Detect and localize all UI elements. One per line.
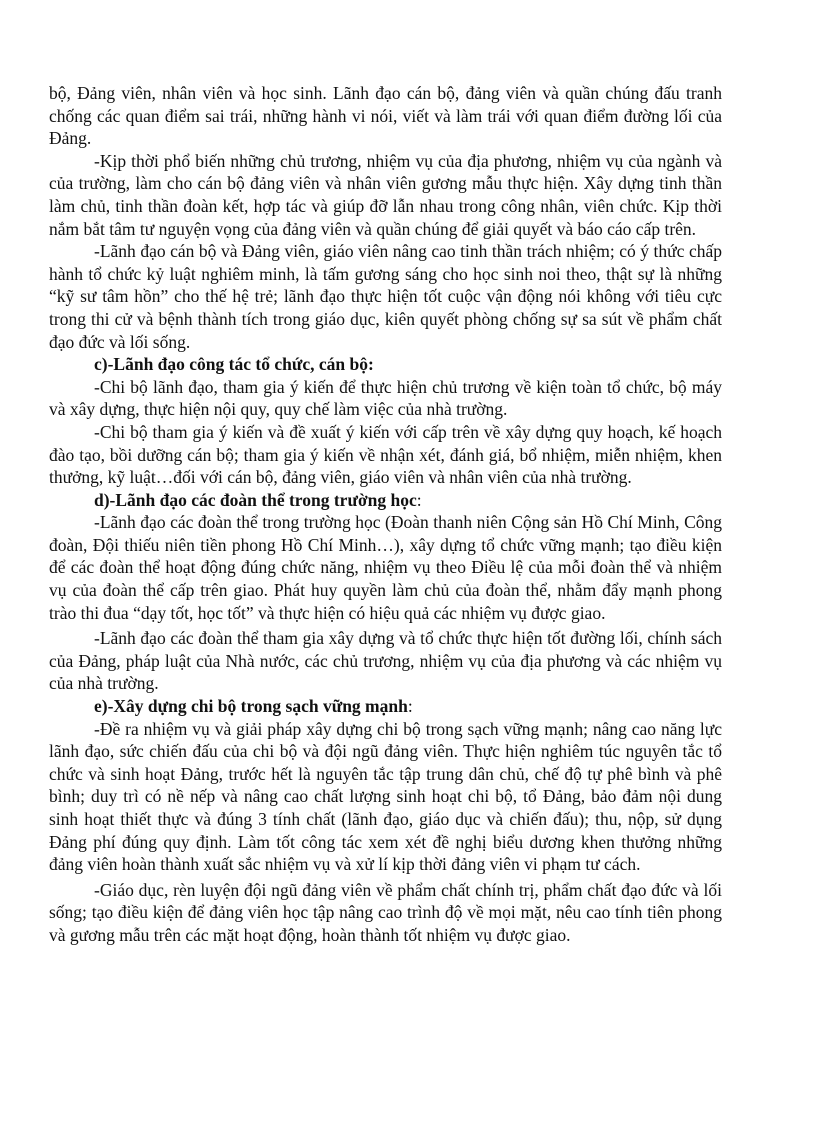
paragraph-member-training: -Giáo dục, rèn luyện đội ngũ đảng viên về phẩm chất chính trị, phẩm chất đạo đức và lối sống; tạo điều kiện để đảng viên học tập nâng cao trình độ về mọi mặt, nêu cao tính tiên phong và gương mẫu trên các mặt hoạt động, hoàn thành tốt nhiệm vụ được giao. [49,879,722,945]
section-heading-d [49,489,722,512]
section-heading-e [49,695,722,718]
paragraph-unions-policy: -Lãnh đạo các đoàn thể tham gia xây dựng và tổ chức thực hiện tốt đường lối, chính sách của Đảng, pháp luật của Nhà nước, các chủ trương, nhiệm vụ của địa phương và các nhiệm vụ của nhà trường. [49,628,722,694]
paragraph-party-cell: -Đề ra nhiệm vụ và giải pháp xây dựng chi bộ trong sạch vững mạnh; nâng cao năng lực lãnh đạo, sức chiến đấu của chi bộ và đội ngũ đảng viên. Thực hiện nghiêm túc nguyên tắc tổ chức và sinh hoạt Đảng, trước hết là nguyên tắc tập trung dân chủ, chế độ tự phê bình và phê bình; duy trì có nề nếp và nâng cao chất lượng sinh hoạt chi bộ, tổ Đảng, bảo đảm nội dung sinh hoạt thiết thực và đúng 3 tính chất (lãnh đạo, giáo dục và chiến đấu); thu, nộp, sử dụng Đảng phí đúng quy định. Làm tốt công tác xem xét đề nghị biểu dương khen thưởng những đảng viên hoàn thành xuất sắc nhiệm vụ và xử lí kịp thời đảng viên vi phạm tư cách. [49,718,722,875]
section-heading-d-text: d)-Lãnh đạo các đoàn thể trong trường học [94,489,417,510]
paragraph-personnel: -Chi bộ tham gia ý kiến và đề xuất ý kiến với cấp trên về xây dựng quy hoạch, kế hoạch đào tạo, bồi dưỡng cán bộ; tham gia ý kiến về nhận xét, đánh giá, bổ nhiệm, miễn nhiệm, khen thưởng, kỹ luật…đối với cán bộ, đảng viên, giáo viên và nhân viên của nhà trường. [49,421,722,488]
section-heading-c-text: c)-Lãnh đạo công tác tổ chức, cán bộ: [94,354,374,375]
paragraph-unions: -Lãnh đạo các đoàn thể trong trường học (Đoàn thanh niên Cộng sản Hồ Chí Minh, Công đoàn, Đội thiếu niên tiền phong Hồ Chí Minh…), xây dựng tổ chức vững mạnh; tạo điều kiện để các đoàn thể hoạt động đúng chức năng, nhiệm vụ theo Điều lệ của mỗi đoàn thể và nhiệm vụ của đoàn thể cấp trên giao. Phát huy quyền làm chủ của đoàn thể, nhằm đẩy mạnh phong trào thi đua “dạy tốt, học tốt” và thực hiện có hiệu quả các nhiệm vụ được giao. [49,512,722,623]
paragraph-organization: -Chi bộ lãnh đạo, tham gia ý kiến để thực hiện chủ trương về kiện toàn tổ chức, bộ máy và xây dựng, thực hiện nội quy, quy chế làm việc của nhà trường. [49,376,722,420]
paragraph-continuation: bộ, Đảng viên, nhân viên và học sinh. Lãnh đạo cán bộ, đảng viên và quần chúng đấu tranh chống các quan điểm sai trái, những hành vi nói, viết và làm trái với quan điểm đường lối của Đảng. [49,83,722,149]
section-heading-c [49,353,722,376]
section-heading-d-colon: : [416,489,422,510]
section-heading-e-colon: : [407,696,413,717]
paragraph-dissemination: -Kịp thời phổ biến những chủ trương, nhiệm vụ của địa phương, nhiệm vụ của ngành và của trường, làm cho cán bộ đảng viên và nhân viên gương mẫu thực hiện. Xây dựng tinh thần làm chủ, tinh thần đoàn kết, hợp tác và giúp đỡ lẫn nhau trong công nhân, viên chức. Kịp thời nắm bắt tâm tư nguyện vọng của đảng viên và quần chúng để giải quyết và báo cáo cấp trên. [49,150,722,239]
paragraph-teacher-leadership: -Lãnh đạo cán bộ và Đảng viên, giáo viên nâng cao tinh thần trách nhiệm; có ý thức chấp hành tổ chức kỷ luật nghiêm minh, là tấm gương sáng cho học sinh noi theo, thật sự là những “kỹ sư tâm hồn” cho thế hệ trẻ; lãnh đạo thực hiện tốt cuộc vận động nói không với tiêu cực trong thi cử và bệnh thành tích trong giáo dục, kiên quyết phòng chống sự sa sút về phẩm chất đạo đức và lối sống. [49,241,722,352]
section-heading-e-text: e)-Xây dựng chi bộ trong sạch vững mạnh [94,696,408,717]
document-page [49,82,722,947]
